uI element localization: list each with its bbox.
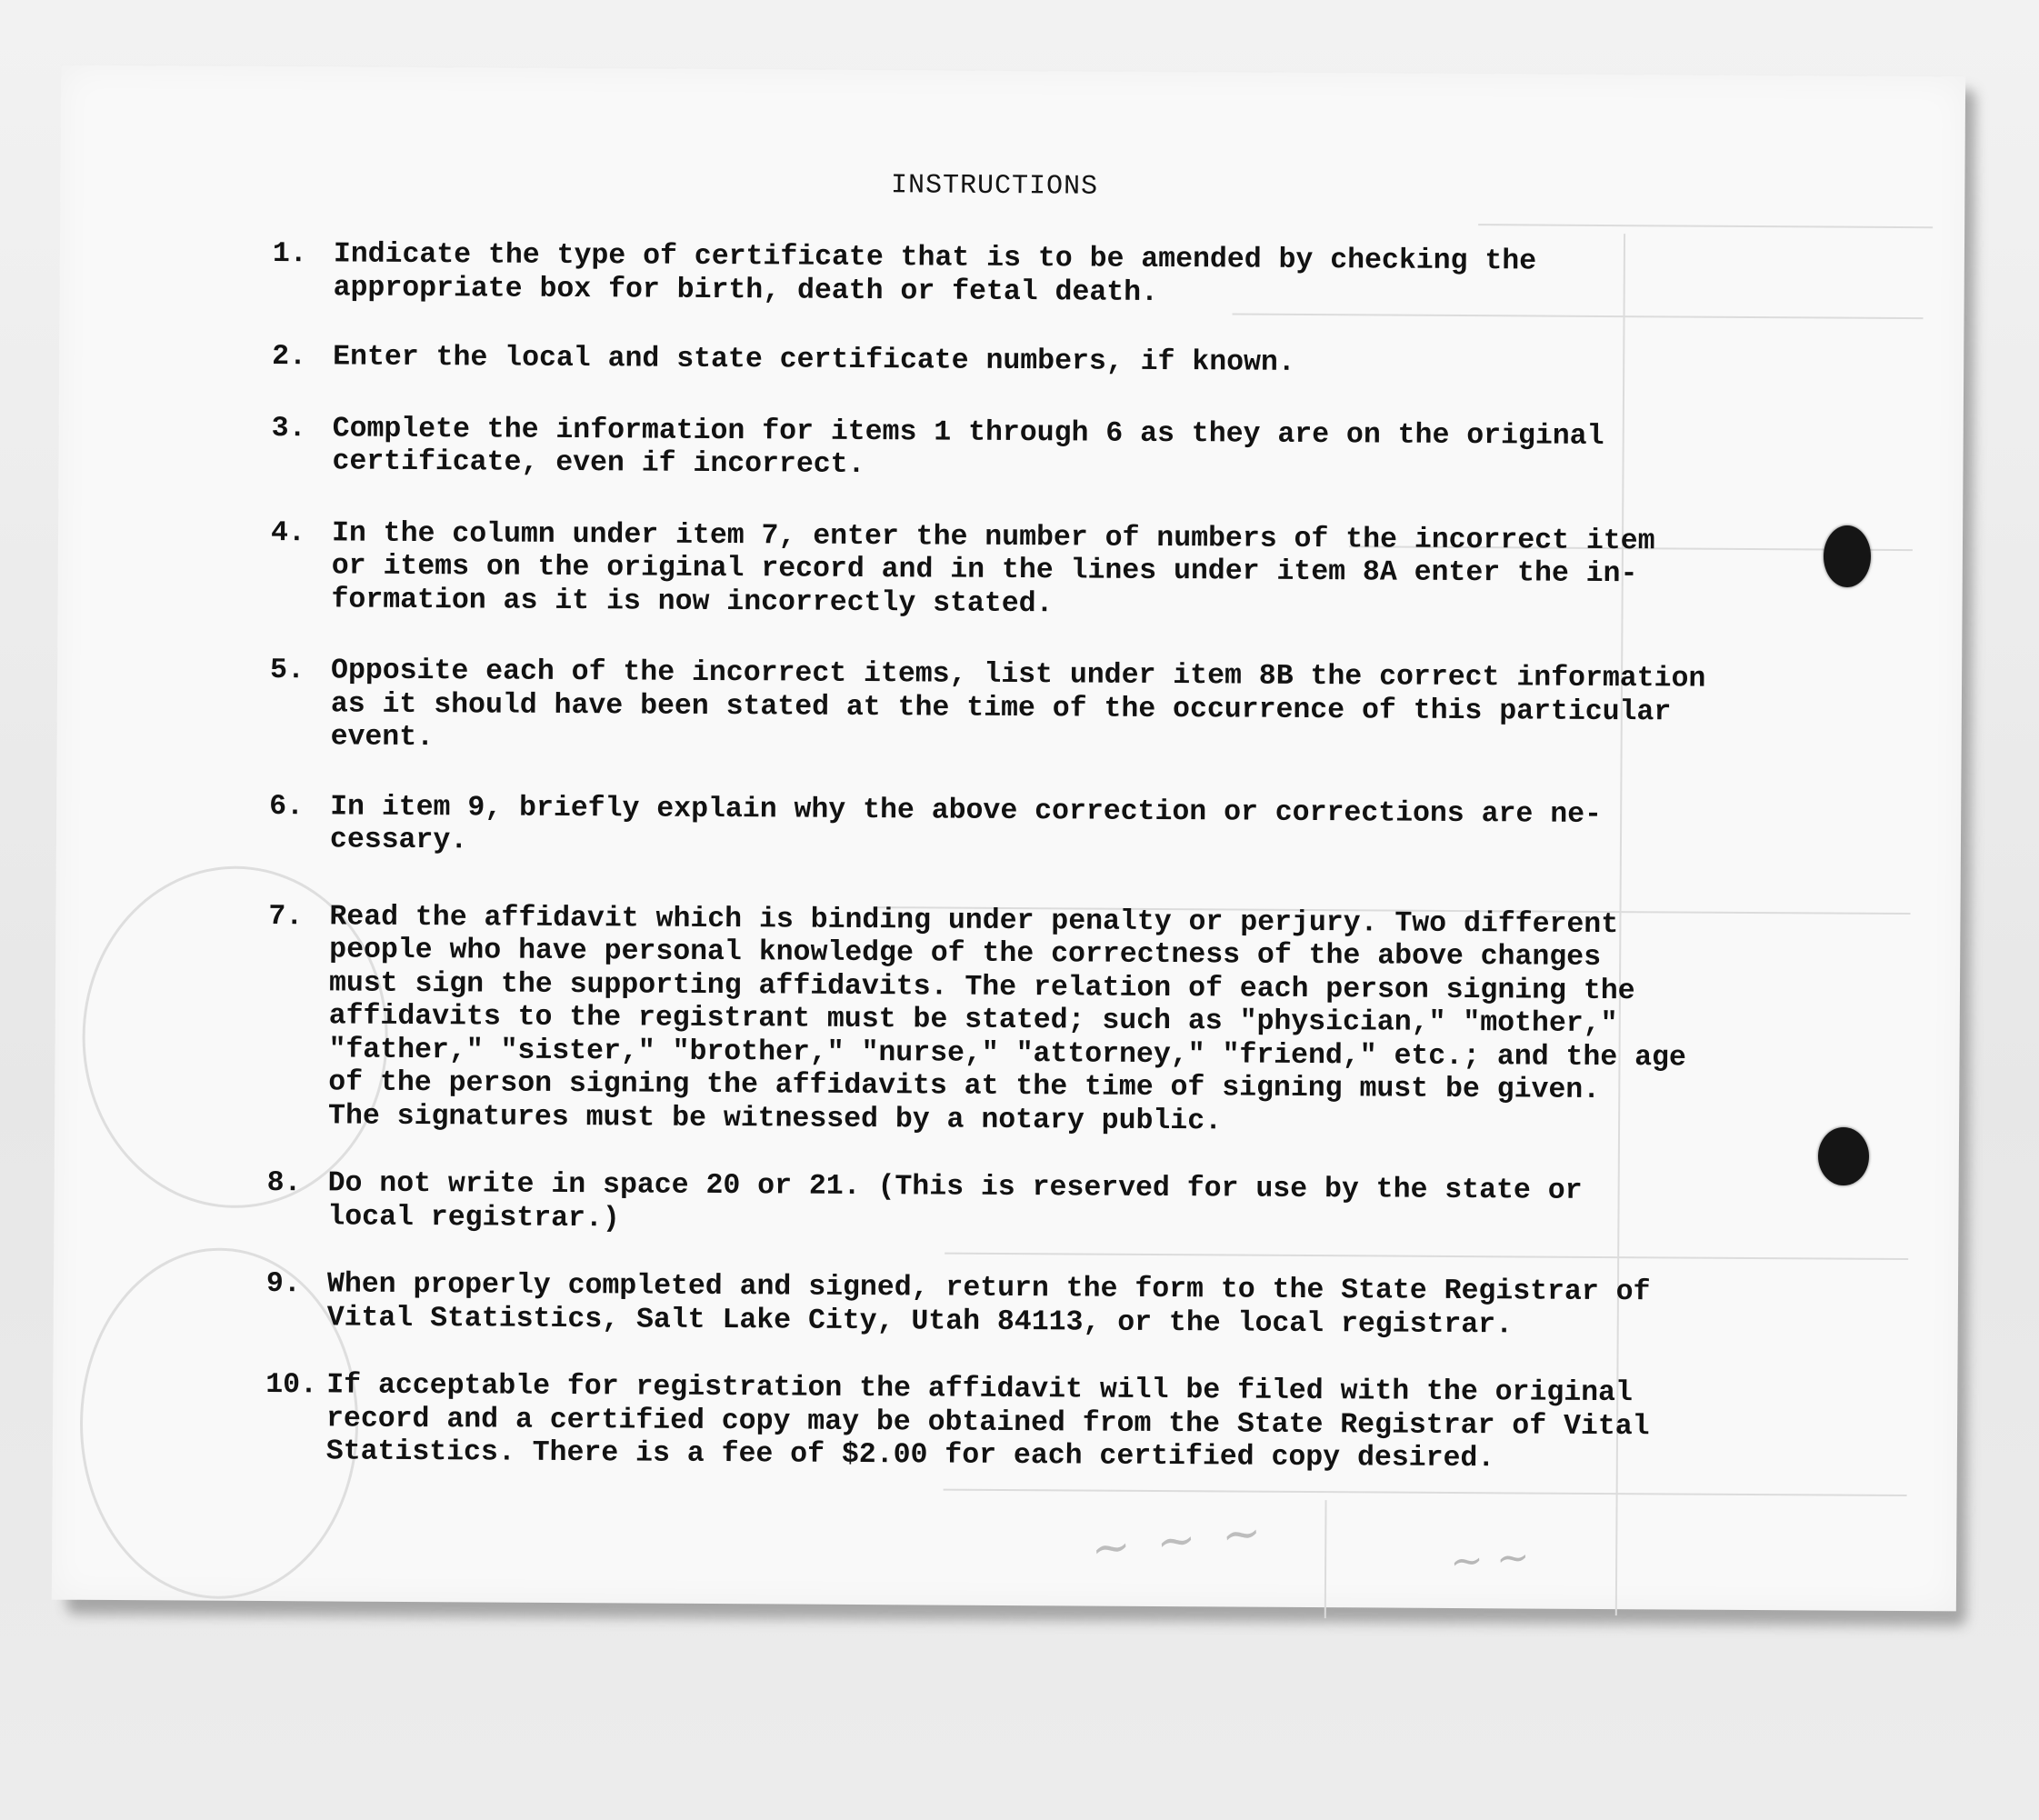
document-title: INSTRUCTIONS: [890, 170, 1099, 203]
bleed-through-rule: [1324, 1500, 1327, 1618]
signature-bleed-through: ~ ~ ~: [1088, 1505, 1270, 1577]
instruction-item-7: [267, 900, 1742, 1141]
instruction-item-3: [271, 412, 1744, 487]
instruction-text: Enter the local and state certificate numbers, if known.: [333, 341, 1295, 379]
instruction-number: 6.: [269, 790, 305, 823]
bleed-through-rule: [944, 1489, 1907, 1496]
instructions-list: [265, 238, 1745, 1477]
punch-hole-bottom: [1818, 1127, 1869, 1185]
instruction-text: Do not write in space 20 or 21. (This is reserved for use by the state or local registrar.): [327, 1167, 1583, 1235]
instruction-text: Opposite each of the incorrect items, list under item 8B the correct information as it should have been stated at the time of the occurrence of this particular event.: [330, 655, 1706, 755]
instruction-number: 2.: [272, 340, 307, 374]
instruction-number: 4.: [270, 516, 305, 549]
bleed-through-rule: [1478, 224, 1933, 228]
instruction-text: Read the affidavit which is binding under penalty or perjury. Two different people who have personal knowledge of the correctness of the above changes must sign the supporting affidavits. The relation of each person signing the affidavits to the registrant must be stated; such as "physician," "mother," "father," "sister," "brother," "nurse," "attorney," "friend," etc.; and the age of the person signing the affidavits at the time of signing must be given. The signatures must be witnessed by a notary public.: [327, 900, 1686, 1137]
instruction-text: In item 9, briefly explain why the above correction or corrections are ne- cessary.: [329, 790, 1603, 857]
instruction-text: Indicate the type of certificate that is to be amended by checking the appropriate box for birth, death or fetal death.: [333, 238, 1537, 309]
instruction-number: 8.: [266, 1166, 302, 1200]
punch-hole-top: [1824, 525, 1871, 587]
instruction-item-5: [270, 655, 1744, 763]
instruction-text: In the column under item 7, enter the number of numbers of the incorrect item or items on the original record and in the lines under item 8A enter the in- formation as it is now incorrectly stated.: [331, 516, 1655, 620]
instruction-number: 10.: [265, 1368, 318, 1402]
instruction-text: When properly completed and signed, return the form to the State Registrar of Vital Statistics, Salt Lake City, Utah 84113, or the local registrar.: [326, 1268, 1651, 1341]
instruction-item-9: [266, 1268, 1739, 1344]
instruction-number: 3.: [271, 412, 306, 445]
instruction-item-4: [270, 516, 1744, 625]
instruction-text: If acceptable for registration the affidavit will be filed with the original record and a certified copy may be obtained from the State Registrar of Vital Statistics. There is a fee of $2.00 for each certified copy desired.: [325, 1369, 1650, 1475]
instruction-item-8: [266, 1167, 1739, 1243]
instruction-number: 1.: [272, 238, 307, 271]
instruction-item-6: [269, 790, 1742, 865]
date-bleed-through: ~ ~: [1448, 1534, 1532, 1585]
instruction-text: Complete the information for items 1 through 6 as they are on the original certificate, even if incorrect.: [332, 412, 1604, 481]
instruction-number: 7.: [268, 900, 304, 933]
instruction-item-2: [272, 341, 1744, 383]
instruction-number: 9.: [265, 1267, 301, 1301]
instruction-number: 5.: [269, 654, 305, 687]
instruction-item-1: [273, 238, 1745, 314]
instruction-item-10: [265, 1369, 1739, 1477]
